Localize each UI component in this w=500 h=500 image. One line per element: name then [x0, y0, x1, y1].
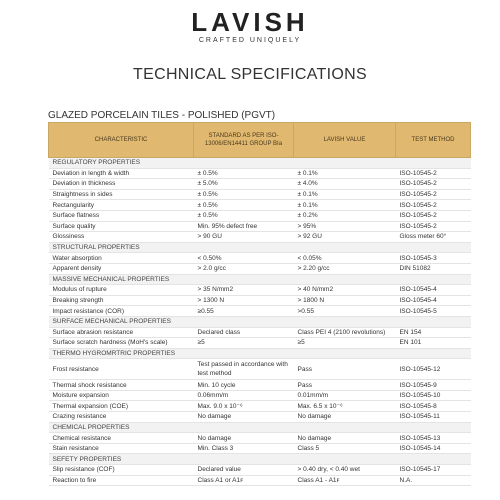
cell-standard: ≥5: [194, 338, 294, 349]
table-row: [49, 253, 471, 264]
cell-value: Pass: [294, 380, 396, 391]
cell-standard: ± 0.5%: [194, 189, 294, 200]
cell-characteristic: Surface quality: [49, 221, 194, 232]
cell-characteristic: Thermal expansion (COE): [49, 401, 194, 412]
cell-standard: No damage: [194, 412, 294, 423]
table-row: [49, 263, 471, 274]
cell-characteristic: Frost resistance: [49, 359, 194, 380]
group-label: SURFACE MECHANICAL PROPERTIES: [49, 316, 471, 327]
table-row: [49, 285, 471, 296]
cell-standard: ± 0.5%: [194, 168, 294, 179]
table-row: [49, 295, 471, 306]
section-title: GLAZED PORCELAIN TILES - POLISHED (PGVT): [48, 110, 276, 121]
table-row: [49, 200, 471, 211]
cell-characteristic: Thermal shock resistance: [49, 380, 194, 391]
table-row: [49, 401, 471, 412]
cell-method: ISO-10545-8: [396, 401, 471, 412]
group-row: [49, 454, 471, 465]
table-row: [49, 443, 471, 454]
cell-value: 0.01mm/m: [294, 390, 396, 401]
cell-standard: ± 5.0%: [194, 179, 294, 190]
cell-method: DIN 51082: [396, 263, 471, 274]
cell-value: ≥5: [294, 338, 396, 349]
cell-method: ISO-10545-2: [396, 168, 471, 179]
cell-standard: Min. 95% defect free: [194, 221, 294, 232]
group-row: [49, 348, 471, 359]
cell-value: > 2.20 g/cc: [294, 263, 396, 274]
cell-standard: 0.06mm/m: [194, 390, 294, 401]
group-row: [49, 274, 471, 285]
cell-value: > 1800 N: [294, 295, 396, 306]
cell-value: Class PEI 4 (2100 revolutions): [294, 327, 396, 338]
table-row: [49, 189, 471, 200]
cell-characteristic: Stain resistance: [49, 443, 194, 454]
cell-value: ± 0.1%: [294, 200, 396, 211]
table-row: [49, 232, 471, 243]
cell-method: ISO-10545-4: [396, 295, 471, 306]
cell-characteristic: Moisture expansion: [49, 390, 194, 401]
cell-standard: Test passed in accordance with test method: [194, 359, 294, 380]
table-row: [49, 210, 471, 221]
cell-value: ± 0.2%: [294, 210, 396, 221]
cell-characteristic: Surface flatness: [49, 210, 194, 221]
table-row: [49, 475, 471, 486]
group-row: [49, 158, 471, 169]
cell-standard: Min. Class 3: [194, 443, 294, 454]
cell-characteristic: Deviation in thickness: [49, 179, 194, 190]
table-row: [49, 221, 471, 232]
table-row: [49, 380, 471, 391]
cell-method: ISO-10545-3: [396, 253, 471, 264]
cell-method: ISO-10545-10: [396, 390, 471, 401]
cell-method: ISO-10545-2: [396, 179, 471, 190]
table-row: [49, 327, 471, 338]
cell-value: Pass: [294, 359, 396, 380]
table-row: [49, 179, 471, 190]
brand-name: LAVISH: [191, 7, 309, 37]
header-method: TEST METHOD: [396, 123, 471, 158]
cell-characteristic: Chemical resistance: [49, 433, 194, 444]
cell-value: < 0.05%: [294, 253, 396, 264]
cell-characteristic: Slip resistance (COF): [49, 465, 194, 476]
cell-method: N.A.: [396, 475, 471, 486]
header-standard: STANDARD AS PER ISO-13006/EN14411 GROUP BIa: [194, 123, 294, 158]
header-characteristic: CHARACTERISTIC: [49, 123, 194, 158]
group-label: CHEMICAL PROPERTIES: [49, 422, 471, 433]
header-value: LAVISH VALUE: [294, 123, 396, 158]
table-row: [49, 359, 471, 380]
cell-method: ISO-10545-4: [396, 285, 471, 296]
cell-characteristic: Deviation in length & width: [49, 168, 194, 179]
cell-standard: > 1300 N: [194, 295, 294, 306]
table-row: [49, 306, 471, 317]
cell-method: Gloss meter 60°: [396, 232, 471, 243]
table-row: [49, 433, 471, 444]
cell-standard: Declared class: [194, 327, 294, 338]
cell-method: ISO-10545-2: [396, 200, 471, 211]
group-label: THERMO HYGROMRTRIC PROPERTIES: [49, 348, 471, 359]
cell-method: EN 154: [396, 327, 471, 338]
cell-method: ISO-10545-11: [396, 412, 471, 423]
cell-characteristic: Crazing resistance: [49, 412, 194, 423]
cell-standard: Class A1 or A1ꜰ: [194, 475, 294, 486]
cell-value: ± 0.1%: [294, 168, 396, 179]
cell-standard: < 0.50%: [194, 253, 294, 264]
cell-value: Class 5: [294, 443, 396, 454]
group-row: [49, 422, 471, 433]
cell-characteristic: Modulus of rupture: [49, 285, 194, 296]
brand-tagline: CRAFTED UNIQUELY: [198, 37, 302, 44]
table-header-row: [49, 123, 471, 158]
cell-method: EN 101: [396, 338, 471, 349]
cell-characteristic: Impact resistance (COR): [49, 306, 194, 317]
cell-value: ± 4.0%: [294, 179, 396, 190]
cell-characteristic: Surface abrasion resistance: [49, 327, 194, 338]
cell-value: No damage: [294, 433, 396, 444]
cell-characteristic: Rectangularity: [49, 200, 194, 211]
table-row: [49, 390, 471, 401]
cell-method: ISO-10545-9: [396, 380, 471, 391]
cell-method: ISO-10545-2: [396, 210, 471, 221]
cell-method: ISO-10545-17: [396, 465, 471, 476]
cell-characteristic: Reaction to fire: [49, 475, 194, 486]
cell-standard: ± 0.5%: [194, 210, 294, 221]
cell-characteristic: Surface scratch hardness (MoH's scale): [49, 338, 194, 349]
cell-characteristic: Water absorption: [49, 253, 194, 264]
group-row: [49, 242, 471, 253]
table-row: [49, 465, 471, 476]
group-label: MASSIVE MECHANICAL PROPERTIES: [49, 274, 471, 285]
cell-standard: > 90 GU: [194, 232, 294, 243]
cell-value: Class A1 - A1ꜰ: [294, 475, 396, 486]
cell-characteristic: Apparent density: [49, 263, 194, 274]
cell-method: ISO-10545-13: [396, 433, 471, 444]
cell-characteristic: Glossiness: [49, 232, 194, 243]
cell-value: > 92 GU: [294, 232, 396, 243]
cell-method: ISO-10545-2: [396, 221, 471, 232]
cell-standard: Min. 10 cycle: [194, 380, 294, 391]
cell-value: ± 0.1%: [294, 189, 396, 200]
spec-table: [48, 122, 471, 486]
cell-value: No damage: [294, 412, 396, 423]
cell-characteristic: Straightness in sides: [49, 189, 194, 200]
cell-value: > 95%: [294, 221, 396, 232]
cell-method: ISO-10545-2: [396, 189, 471, 200]
group-label: STRUCTURAL PROPERTIES: [49, 242, 471, 253]
cell-standard: Declared value: [194, 465, 294, 476]
table-body: [49, 158, 471, 486]
table-row: [49, 338, 471, 349]
cell-value: > 40 N/mm2: [294, 285, 396, 296]
cell-value: Max. 6.5 x 10⁻⁶: [294, 401, 396, 412]
cell-method: ISO-10545-5: [396, 306, 471, 317]
cell-method: ISO-10545-12: [396, 359, 471, 380]
cell-standard: > 2.0 g/cc: [194, 263, 294, 274]
group-row: [49, 316, 471, 327]
brand-logo: [0, 8, 500, 44]
cell-method: ISO-10545-14: [396, 443, 471, 454]
cell-standard: ≥0.55: [194, 306, 294, 317]
cell-value: > 0.40 dry, < 0.40 wet: [294, 465, 396, 476]
cell-standard: ± 0.5%: [194, 200, 294, 211]
table-row: [49, 412, 471, 423]
page-title: TECHNICAL SPECIFICATIONS: [133, 66, 367, 83]
group-label: SEFETY PROPERTIES: [49, 454, 471, 465]
cell-standard: > 35 N/mm2: [194, 285, 294, 296]
table-row: [49, 168, 471, 179]
cell-characteristic: Breaking strength: [49, 295, 194, 306]
cell-standard: Max. 9.0 x 10⁻⁶: [194, 401, 294, 412]
cell-value: >0.55: [294, 306, 396, 317]
cell-standard: No damage: [194, 433, 294, 444]
group-label: REGULATORY PROPERTIES: [49, 158, 471, 169]
